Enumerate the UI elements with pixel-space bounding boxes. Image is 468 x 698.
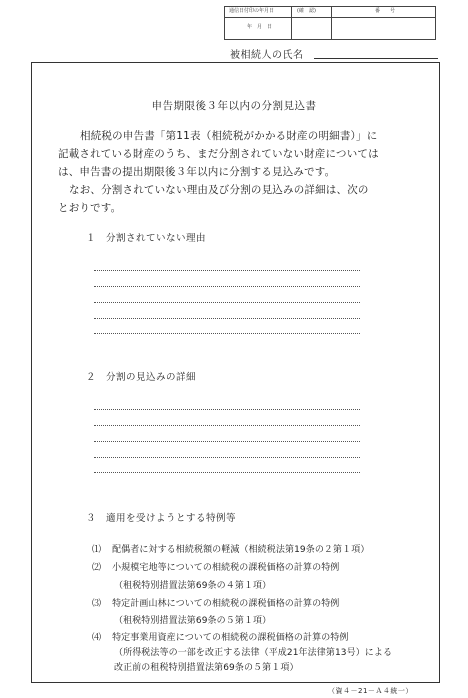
- intro-line: なお、分割されていない理由及び分割の見込みの詳細は、次の: [69, 184, 369, 196]
- special-provision-item[interactable]: [92, 596, 339, 609]
- answer-line[interactable]: [94, 457, 360, 458]
- answer-line[interactable]: [94, 409, 360, 410]
- stamp-divider: [225, 17, 435, 18]
- section-number: １: [86, 233, 97, 244]
- section-title: 適用を受けようとする特例等: [106, 513, 237, 524]
- item-text: 特定事業用資産についての相続税の課税価格の計算の特例: [112, 633, 349, 643]
- answer-line[interactable]: [94, 441, 360, 442]
- stamp-divider: [291, 7, 292, 39]
- receipt-stamp-table: [224, 6, 436, 40]
- form-code: （資４－21－Ａ４統一）: [328, 687, 413, 695]
- section-title: 分割の見込みの詳細: [106, 372, 197, 383]
- item-text-continued: （所得税法等の一部を改正する法律（平成21年法律第13号）による: [114, 648, 393, 658]
- intro-line: 記載されている財産のうち、まだ分割されていない財産については: [58, 148, 379, 160]
- item-text: 小規模宅地等についての相続税の課税価格の計算の特例: [112, 563, 340, 573]
- answer-line[interactable]: [94, 318, 360, 319]
- special-provision-item[interactable]: [92, 630, 349, 643]
- item-text: 配偶者に対する相続税額の軽減（相続税法第19条の２第１項）: [112, 545, 370, 555]
- stamp-confirm-label: (確 認): [297, 8, 316, 14]
- special-provision-item[interactable]: [92, 542, 369, 555]
- decedent-name-label: 被相続人の氏名: [230, 50, 304, 61]
- form-title: 申告期限後３年以内の分割見込書: [151, 100, 317, 112]
- item-number: ⑶: [92, 599, 102, 609]
- answer-line[interactable]: [94, 270, 360, 271]
- special-provision-item[interactable]: [92, 560, 339, 573]
- answer-line[interactable]: [94, 472, 360, 473]
- item-text-continued: （租税特別措置法第69条の４第１項）: [114, 581, 272, 591]
- section-number: ３: [86, 513, 97, 524]
- item-text: 特定計画山林についての相続税の課税価格の計算の特例: [112, 599, 340, 609]
- answer-line[interactable]: [94, 425, 360, 426]
- section-number: ２: [86, 372, 97, 383]
- item-number: ⑴: [92, 545, 102, 555]
- item-text-continued: 改正前の租税特別措置法第69条の５第１項）: [114, 663, 299, 673]
- answer-line[interactable]: [94, 333, 360, 334]
- stamp-date-label: 通信日付印の年月日: [229, 8, 275, 14]
- decedent-name-field[interactable]: [314, 58, 438, 59]
- item-number: ⑷: [92, 633, 102, 643]
- item-text-continued: （租税特別措置法第69条の５第１項）: [114, 616, 272, 626]
- intro-line: は、申告書の提出期限後３年以内に分割する見込みです。: [58, 166, 336, 178]
- section-title: 分割されていない理由: [106, 233, 207, 244]
- item-number: ⑵: [92, 563, 102, 573]
- stamp-date-value: 年 月 日: [247, 24, 273, 30]
- stamp-number-label: 番 号: [375, 8, 396, 14]
- answer-line[interactable]: [94, 302, 360, 303]
- intro-line: とおりです。: [58, 202, 122, 214]
- stamp-divider: [331, 7, 332, 39]
- answer-line[interactable]: [94, 286, 360, 287]
- intro-line: 相続税の申告書「第11表（相続税がかかる財産の明細書）」に: [80, 130, 378, 142]
